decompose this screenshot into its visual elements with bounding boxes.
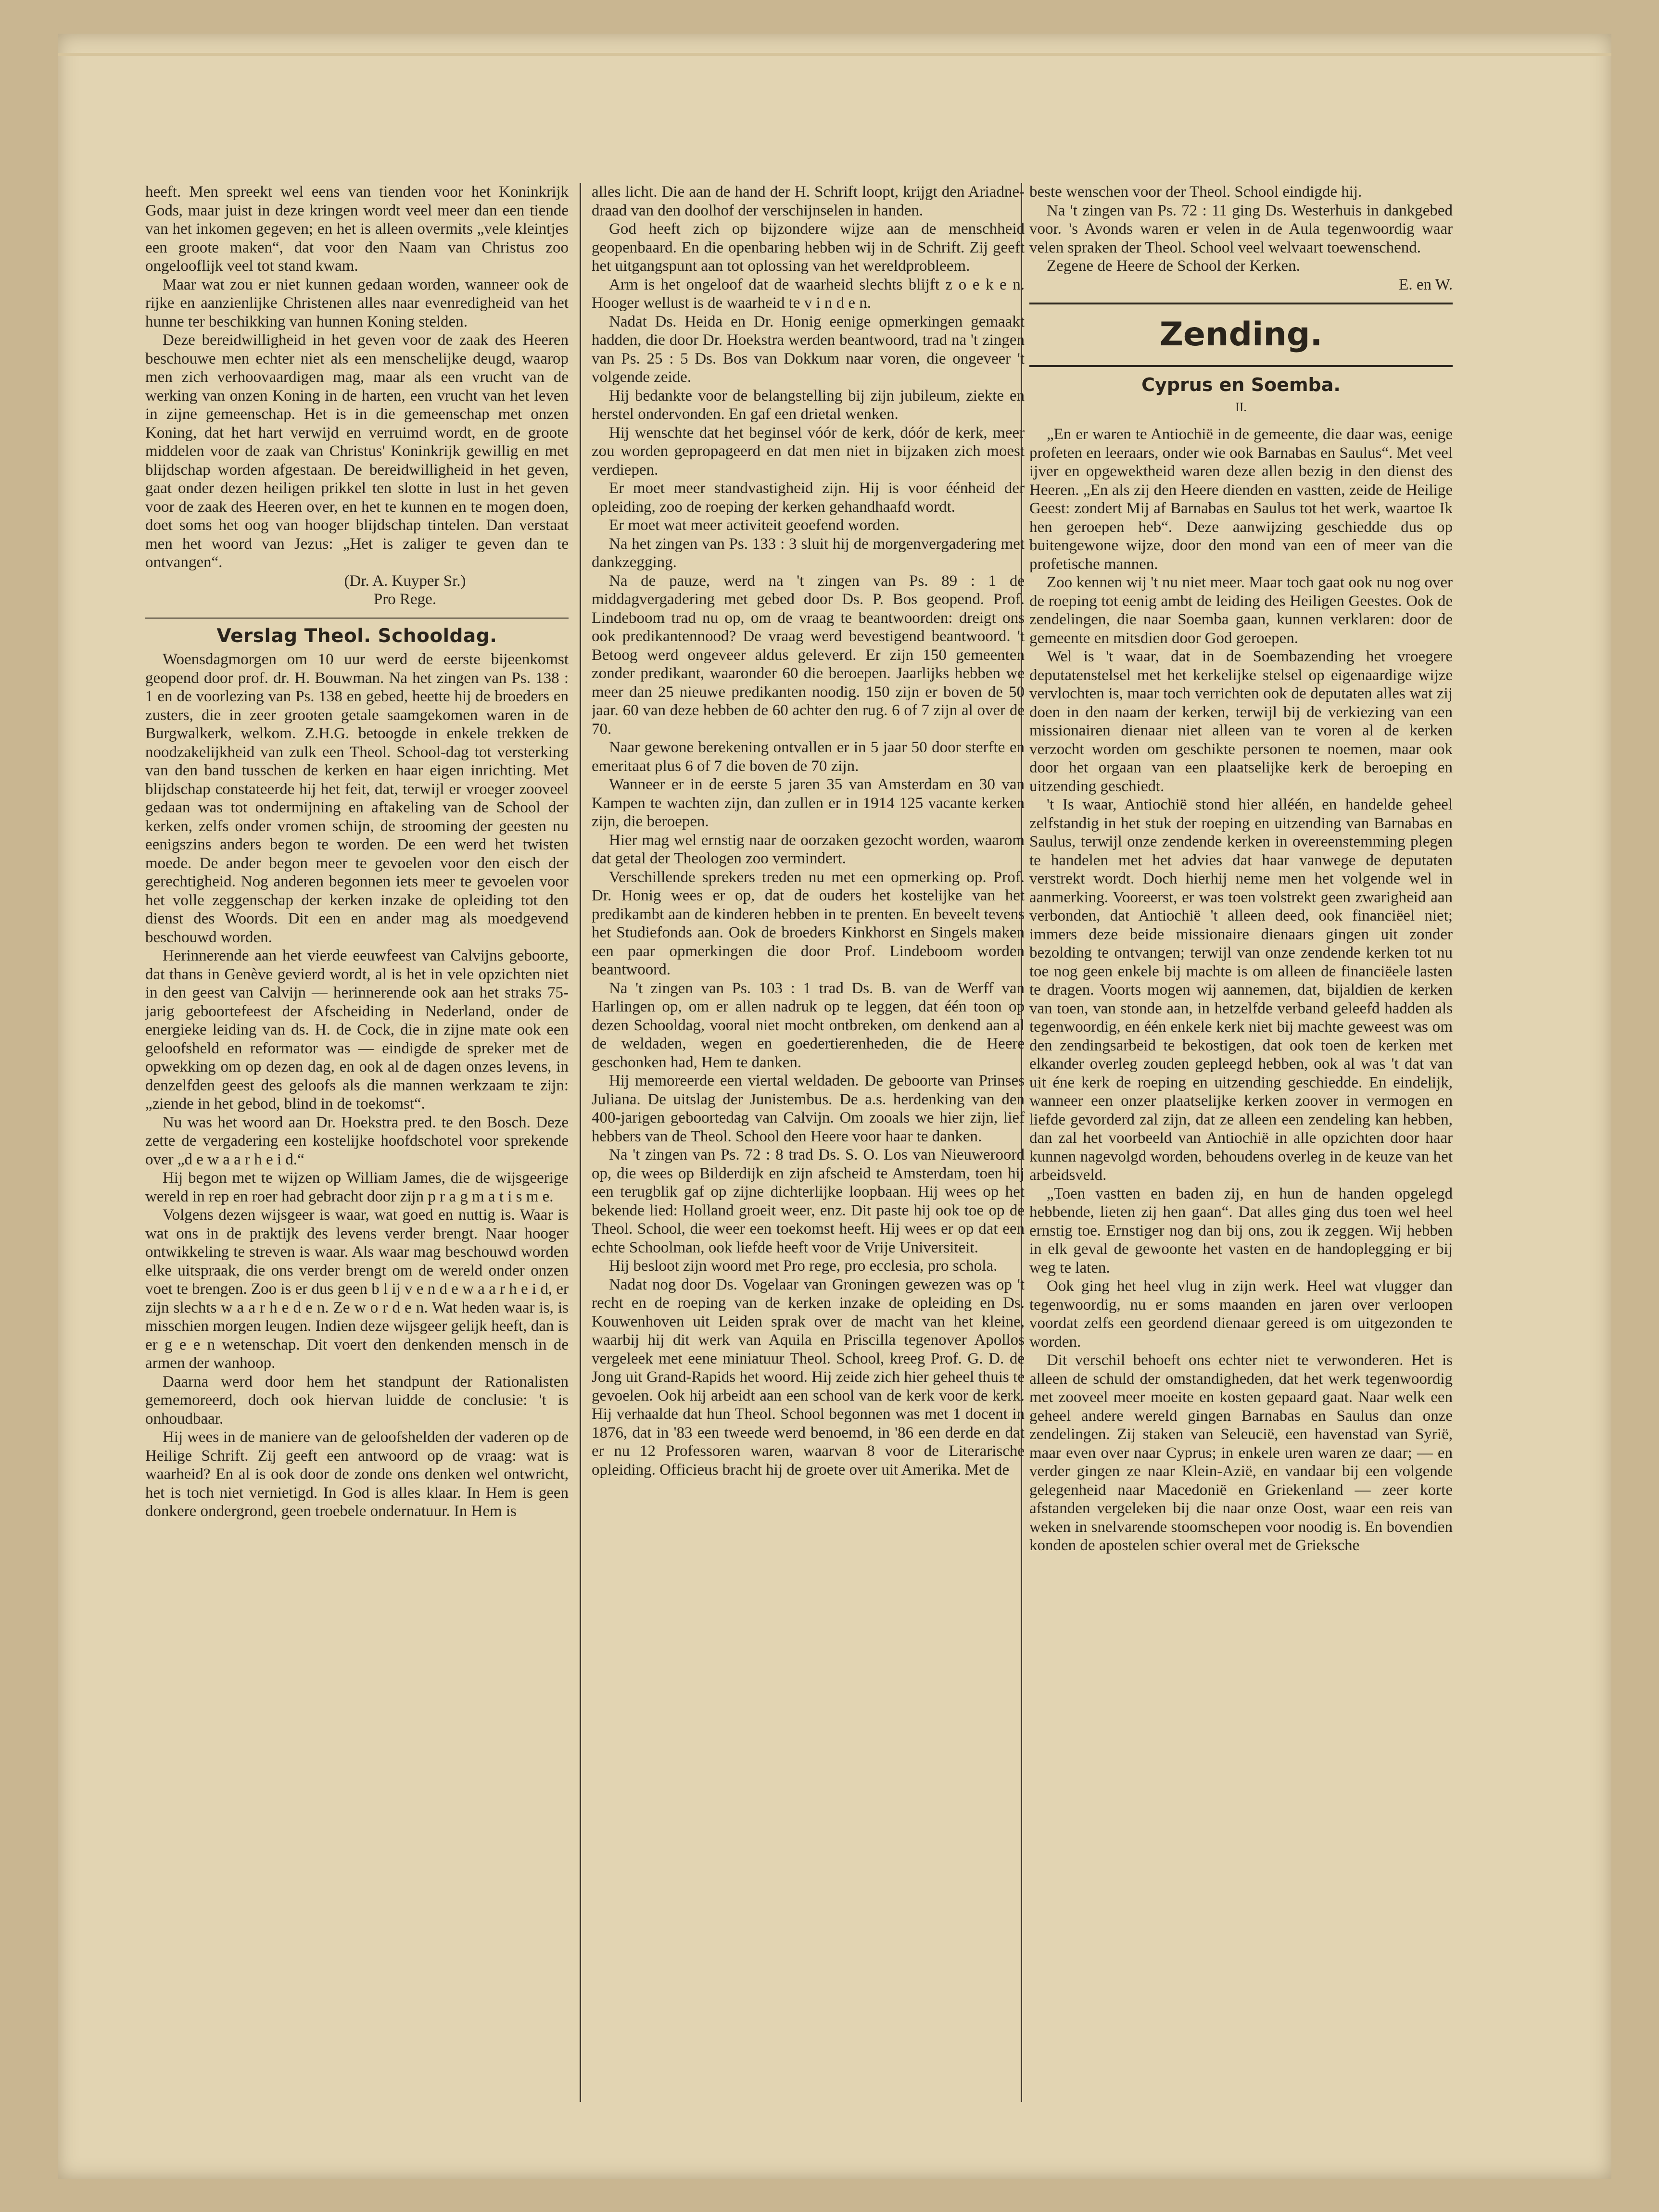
paragraph: Zoo kennen wij 't nu niet meer. Maar toch gaat ook nu nog over de roeping tot eenig ambt de leiding des Heiligen Geestes. Ook de zendelingen, die naar Soemba gaan, kunnen verklaren: door de gemeente en mitsdien door God geroepen. [1029, 574, 1453, 647]
paragraph: Hij bedankte voor de belangstelling bij zijn jubileum, ziekte en herstel ondervonden. En gaf een drietal wenken. [592, 387, 1025, 423]
column-divider-1 [580, 183, 581, 2102]
paragraph: Deze bereidwilligheid in het geven voor de zaak des Heeren beschouwe men echter niet als een menschelijke deugd, waarop men zich verhoovaardigen mag, maar als een vrucht van de werking van onzen Koning in de harten, een vrucht van het leven in zijne gemeenschap. Het is in die gemeenschap met onzen Koning, dat het hart verwijd en verruimd wordt, en de groote middelen voor de zaak van Christus' Koninkrijk gewillig en met blijdschap worden afgestaan. De bereidwilligheid in het geven, gaat onder dezen heiligen prikkel ten slotte in lust in het geven voor de zaak des Heeren over, en het te kunnen en te mogen doen, doet soms het oog van hooger blijdschap tintelen. Dan verstaat men het woord van Jezus: „Het is zaliger te geven dan te ontvangen“. [145, 331, 569, 571]
paragraph: 't Is waar, Antiochië stond hier alléén, en handelde geheel zelfstandig in het stuk der roeping en uitzending van Barnabas en Saulus, terwijl onze zendende kerken in overeenstemming plegen te handelen met het advies dat haar vanwege de deputaten verstrekt wordt. Doch hierhij neme men het volgende wel in aanmerking. Vooreerst, er was toen volstrekt geen zwarigheid aan verbonden, dat Antiochië 't alleen deed, ook financiëel niet; immers deze beide missionaire dienaars gingen uit zonder bezolding te ontvangen; terwijl van onze zendende kerken tot nu toe nog geen enkele bij machte is om alleen de financiëele lasten te dragen. Voorts mogen wij aannemen, dat, bijaldien de kerken van toen, van stonde aan, in hetzelfde verband geleefd hadden als tegenwoordig, en één enkele kerk niet bij machte geweest was om den zendingsarbeid te bekostigen, dat ook toen de kerken met elkander overleg zouden gepleegd hebben, ook al was 't dat van uit éne kerk de roeping en uitzending geschiedde. En eindelijk, wanneer een onzer plaatselijke kerken zoover in vermogen en liefde gevorderd zal zijn, dat ze alleen een zendeling kan hebben, dan zal het voorbeeld van Antiochië in alle opzichten door haar kunnen nagevolgd worden, behoudens overleg in de keuze van het arbeidsveld. [1029, 796, 1453, 1184]
paragraph: Maar wat zou er niet kunnen gedaan worden, wanneer ook de rijke en aanzienlijke Christenen alles naar evenredigheid van het hunne ter beschikking van hunnen Koning stelden. [145, 276, 569, 330]
paragraph: beste wenschen voor der Theol. School eindigde hij. [1029, 183, 1362, 201]
paragraph: Volgens dezen wijsgeer is waar, wat goed en nuttig is. Waar is wat ons in de praktijk des levens verder brengt. Naar hooger ontwikkeling te streven is waar. Als waar mag beschouwd worden elke uitspraak, die ons verder brengt om de wereld onder onzen voet te brengen. Zoo is er dus geen b l ij v e n d e w a a r h e i d, er zijn slechts w a a r h e d e n. Ze w o r d e n. Wat heden waar is, is misschien morgen leugen. Indien deze wijsgeer gelijk heeft, dan is er g e e n wetenschap. Dit voert den denkenden mensch in de armen der wanhoop. [145, 1206, 569, 1372]
paragraph: Daarna werd door hem het standpunt der Rationalisten gememoreerd, doch ook hiervan luidde de conclusie: 't is onhoudbaar. [145, 1373, 569, 1428]
paragraph: God heeft zich op bijzondere wijze aan de menschheid geopenbaard. En die openbaring hebben wij in de Schrift. Zij geeft het uitgangspunt aan tot oplossing van het wereldprobleem. [592, 220, 1025, 275]
article-heading: Verslag Theol. Schooldag. [216, 625, 497, 647]
paragraph: Nadat nog door Ds. Vogelaar van Groningen gewezen was op 't recht en de roeping van de kerken inzake de opleiding en Ds. Kouwenhoven uit Leiden sprak over de macht van het kleine, waarbij hij dit werk van Aquila en Priscilla tegenover Apollos vergeleek met eene miniatuur Theol. School, kreeg Prof. G. D. de Jong uit Grand-Rapids het woord. Hij zeide zich hier geheel thuis te gevoelen. Ook hij arbeidt aan een school van de kerk voor de kerk. Hij verhaalde dat hun Theol. School begonnen was met 1 docent in 1876, dat in '83 een tweede werd benoemd, in '86 een derde en dat er nu 12 Professoren waren, waarvan 8 voor de Literarische opleiding. Officieus bracht hij de groete over uit Amerika. Met de [592, 1276, 1025, 1479]
paragraph: Zegene de Heere de School der Kerken. [1047, 257, 1300, 275]
page-fold [58, 53, 1611, 56]
paragraph: Wanneer er in de eerste 5 jaren 35 van Amsterdam en 30 van Kampen te wachten zijn, dan zullen er in 1914 125 vacante kerken zijn, die beroepen. [592, 776, 1025, 830]
paragraph: Hij memoreerde een viertal weldaden. De geboorte van Prinses Juliana. De uitslag der Junistembus. De a.s. herdenking van den 400-jarigen geboortedag van Calvijn. Om zooals we hier zijn, lief hebbers van de Theol. School den Heere voor haar te danken. [592, 1072, 1025, 1145]
section-divider-bottom [1029, 365, 1453, 367]
paragraph: Na het zingen van Ps. 133 : 3 sluit hij de morgenvergadering met dankzegging. [592, 535, 1025, 571]
column-2 [592, 183, 1025, 2107]
paragraph: heeft. Men spreekt wel eens van tienden voor het Koninkrijk Gods, maar juist in deze kringen wordt veel meer dan een tiende van het inkomen gegeven; en het is alleen overmits „vele kleintjes een groote maken“, dat voor den Naam van Christus zoo ongelooflijk veel tot stand kwam. [145, 183, 569, 275]
article-divider [145, 618, 569, 619]
paragraph: Wel is 't waar, dat in de Soembazending het vroegere deputatenstelsel met het kerkelijke stelsel op eigenaardige wijze vervlochten is, maar toch verrichten ook de deputaten alles wat zij doen in den naam der kerken, terwijl bij de verkiezing van een missionairen dienaar niet alleen van te voren al de kerken verzocht worden om geschikte personen te noemen, maar ook door het orgaan van een plaatselijke kerk de beroeping en uitzending geschiedt. [1029, 648, 1453, 795]
paragraph: Hij begon met te wijzen op William James, die de wijsgeerige wereld in rep en roer had gebracht door zijn p r a g m a t i s m e. [145, 1169, 569, 1205]
paragraph: Na 't zingen van Ps. 72 : 11 ging Ds. Westerhuis in dankgebed voor. 's Avonds waren er velen in de Aula tegenwoordig waar velen spraken der Theol. School veel welvaart toewenschend. [1029, 202, 1453, 256]
paragraph: Nu was het woord aan Dr. Hoekstra pred. te den Bosch. Deze zette de vergadering een kostelijke hoofdschotel voor sprekende over „d e w a a r h e i d.“ [145, 1113, 569, 1168]
paragraph: Ook ging het heel vlug in zijn werk. Heel wat vlugger dan tegenwoordig, nu er soms maanden en jaren over verloopen voordat zelfs een geordend dienaar gereed is om uitgezonden te worden. [1029, 1277, 1453, 1351]
paragraph: Er moet meer standvastigheid zijn. Hij is voor éénheid der opleiding, zoo de roeping der kerken gehandhaafd wordt. [592, 480, 1025, 516]
column-1 [145, 183, 569, 2107]
paragraph: Naar gewone berekening ontvallen er in 5 jaar 50 door sterfte en emeritaat plus 6 of 7 die boven de 70 zijn. [592, 739, 1025, 775]
paragraph: Nadat Ds. Heida en Dr. Honig eenige opmerkingen gemaakt hadden, die door Dr. Hoekstra werden beantwoord, trad na 't zingen van Ps. 25 : 5 Ds. Bos van Dokkum naar voren, die ongeveer 't volgende zeide. [592, 313, 1025, 386]
paragraph: Er moet wat meer activiteit geoefend worden. [609, 517, 899, 534]
paragraph: Hij wenschte dat het beginsel vóór de kerk, dóór de kerk, meer zou worden gepropageerd en dat men niet in bijzaken zich moest verdiepen. [592, 424, 1025, 479]
section-title: Zending. [1159, 316, 1323, 354]
paragraph: „Toen vastten en baden zij, en hun de handen opgelegd hebbende, lieten zij hen gaan“. Dat alles ging dus toen wel heel ernstig toe. Ernstiger nog dan bij ons, zou ik zeggen. Wij hebben in elk geval de gewoonte het vasten en de handoplegging er bij weg te laten. [1029, 1185, 1453, 1277]
paragraph: Herinnerende aan het vierde eeuwfeest van Calvijns geboorte, dat thans in Genève gevierd wordt, al is het in vele opzichten niet in den geest van Calvijn — herinnerende ook aan het straks 75-jarig geboortefeest der Afscheiding in Nederland, onder de energieke leiding van ds. H. de Cock, die in zijne mate ook een geloofsheld en reformator was — eindigde de spreker met de opwekking om op dezen dag, en ook al de dagen onzes levens, in denzelfden geest des geloofs als die mannen werkzaam te zijn: „ziende in het gebod, blind in de toekomst“. [145, 947, 569, 1112]
article-title: Cyprus en Soemba. [1141, 374, 1341, 395]
paragraph: Woensdagmorgen om 10 uur werd de eerste bijeenkomst geopend door prof. dr. H. Bouwman. Na het zingen van Ps. 138 : 1 en de voorlezing van Ps. 138 en gebed, heette hij de broeders en zusters, die in zeer grooten getale saamgekomen waren in de Burgwalkerk, welkom. Z.H.G. betoogde in enkele trekken de noodzakelijkheid van zulk een Theol. School-dag tot versterking van den band tusschen de kerken en haar eigen inrichting. Met blijdschap constateerde hij het feit, dat, terwijl er vroeger zooveel gedaan was tot ondermijning en aftakeling van de School der kerken, zelfs onder vromen schijn, de strooming der geesten nu eenigszins anders begon te worden. De een werd het twisten moede. De ander begon meer te gevoelen voor den eisch der gerechtigheid. Nog anderen begonnen iets meer te gevoelen voor het volle zeggenschap der kerken inzake de opleiding tot den dienst des Woords. Dit een en ander mag als moedgevend beschouwd worden. [145, 651, 569, 946]
signature: E. en W. [1399, 276, 1453, 293]
paragraph: alles licht. Die aan de hand der H. Schrift loopt, krijgt den Ariadne-draad van den doolhof der verschijnselen in handen. [592, 183, 1025, 219]
paragraph: Hij wees in de maniere van de geloofshelden der vaderen op de Heilige Schrift. Zij geeft een antwoord op de vraag: wat is waarheid? En al is ook door de zonde ons denken wel ontwricht, het is toch niet vernietigd. In God is alles klaar. In Hem is geen donkere ondergrond, geen troebele ondernatuur. In Hem is [145, 1428, 569, 1520]
section-divider-top [1029, 303, 1453, 304]
signature-source: Pro Rege. [373, 591, 437, 608]
paragraph: Verschillende sprekers treden nu met een opmerking op. Prof. Dr. Honig wees er op, dat de ouders het kostelijke van het predikambt aan de kinderen hebben in te prenten. En beveelt tevens het Studiefonds aan. Ook de broeders Kinkhorst en Singels maken een paar opmerkingen die door Prof. Lindeboom worden beantwoord. [592, 868, 1025, 978]
paragraph: Na 't zingen van Ps. 72 : 8 trad Ds. S. O. Los van Nieuweroord op, die wees op Bilderdijk en zijn afscheid te Amsterdam, toen hij een terugblik gaf op zijne dichterlijke loopbaan. Hij wees op het bekende lied: Holland groeit weer, enz. Dit paste hij ook toe op de Theol. School, die weer een toekomst heeft. Hij wees er op dat een echte Schoolman, ook liefde heeft voor de Vrije Universiteit. [592, 1146, 1025, 1256]
paragraph: Hier mag wel ernstig naar de oorzaken gezocht worden, waarom dat getal der Theologen zoo vermindert. [592, 831, 1025, 867]
paragraph: Arm is het ongeloof dat de waarheid slechts blijft z o e k e n. Hooger wellust is de waarheid te v i n d e n. [592, 276, 1025, 312]
paragraph: „En er waren te Antiochië in de gemeente, die daar was, eenige profeten en leeraars, onder wie ook Barnabas en Saulus“. Met veel ijver en opgewektheid waren deze allen bezig in den dienst des Heeren. „En als zij den Heere dienden en vastten, zeide de Heilige Geest: zondert Mij af Barnabas en Saulus tot het werk, waartoe Ik hen geroepen heb“. Deze aanwijzing geschiedde dus op buitengewone wijze, door den mond van een of meer van die profetische mannen. [1029, 426, 1453, 573]
paragraph: Dit verschil behoeft ons echter niet te verwonderen. Het is alleen de schuld der omstandigheden, dat het werk tegenwoordig met zooveel meer moeite en kosten gepaard gaat. Naar welk een geheel andere wereld gingen Barnabas en Saulus dan onze zendelingen. Zij staken van Seleucië, een havenstad van Syrië, maar even over naar Cyprus; in enkele uren waren ze daar; — en verder gingen ze naar Klein-Azië, en vandaar bij een volgende gelegenheid naar Macedonië en Griekenland — zeer korte afstanden vergeleken bij die naar onze Oost, waar een reis van weken in snelvarende stoomschepen voor noodig is. En bovendien konden de apostelen schier overal met de Grieksche [1029, 1352, 1453, 1554]
paragraph: Na de pauze, werd na 't zingen van Ps. 89 : 1 de middagvergadering met gebed door Ds. P. Bos geopend. Prof. Lindeboom trad nu op, om de vraag te beantwoorden: dreigt ons ook predikantennood? De vraag werd bevestigend beantwoord. 't Betoog werd ongeveer aldus geleverd. Er zijn 150 gemeenten zonder predikant, waaronder 60 die beroepen. Jaarlijks hebben we meer dan 25 nieuwe predikanten noodig. 150 zijn er boven de 50 jaar. 60 van deze hebben de 60 achter den rug. 6 of 7 zijn al over de 70. [592, 572, 1025, 738]
newspaper-page [58, 34, 1611, 2179]
signature-author: (Dr. A. Kuyper Sr.) [344, 572, 466, 590]
paragraph: Na 't zingen van Ps. 103 : 1 trad Ds. B. van de Werff van Harlingen op, om er allen nadruk op te leggen, dat één toon op dezen Schooldag, vooral niet mocht ontbreken, om denkend aan al de weldaden, wegen en goedertierenheden, die de Heere geschonken had, Hem te danken. [592, 979, 1025, 1071]
column-3 [1029, 183, 1453, 2107]
paragraph: Hij besloot zijn woord met Pro rege, pro ecclesia, pro schola. [609, 1257, 998, 1275]
part-number: II. [1235, 400, 1247, 414]
